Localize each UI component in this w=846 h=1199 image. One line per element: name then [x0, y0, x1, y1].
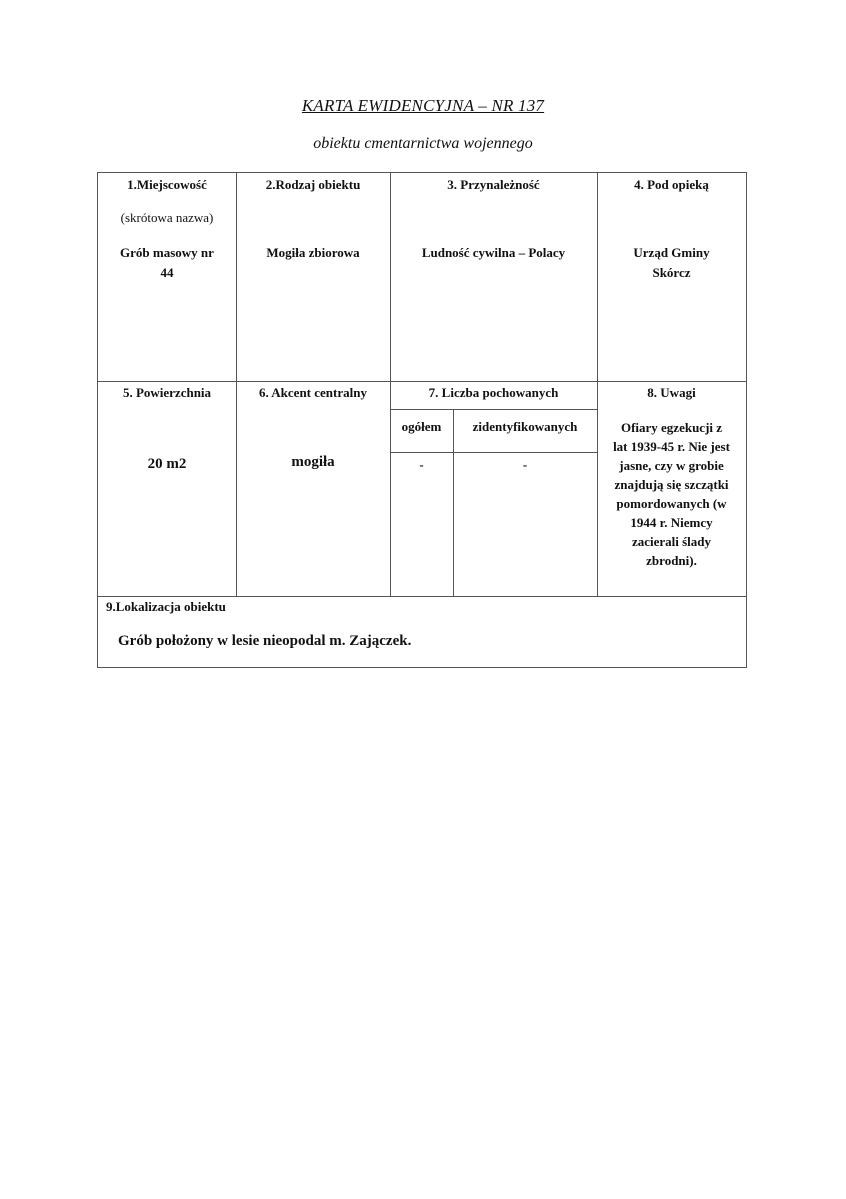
miejscowosc-label: 1.Miejscowość — [127, 177, 207, 192]
przynaleznosc-value: Ludność cywilna – Polacy — [421, 245, 566, 260]
uwagi-line: jasne, czy w grobie — [619, 458, 724, 473]
uwagi-line: 1944 r. Niemcy — [630, 515, 713, 530]
powierzchnia-label: 5. Powierzchnia — [122, 385, 212, 400]
uwagi-label: 8. Uwagi — [647, 385, 696, 400]
uwagi-line: Ofiary egzekucji z — [620, 420, 723, 435]
uwagi-line: pomordowanych (w — [616, 496, 727, 511]
opieka-label: 4. Pod opieką — [634, 177, 709, 192]
document-subtitle: obiektu cmentarnictwa wojennego — [313, 135, 533, 152]
burial-subheader-divider-bottom — [390, 452, 597, 453]
document-title: KARTA EWIDENCYJNA – NR 137 — [301, 96, 545, 115]
liczba-label: 7. Liczba pochowanych — [428, 385, 559, 400]
uwagi-line: lat 1939-45 r. Nie jest — [613, 439, 730, 454]
lokalizacja-label: 9.Lokalizacja obiektu — [106, 599, 226, 614]
burial-col-divider — [453, 409, 454, 596]
lokalizacja-value: Grób położony w lesie nieopodal m. Zajączek. — [118, 633, 412, 649]
miejscowosc-value-line1: Grób masowy nr — [120, 245, 214, 260]
opieka-value-line1: Urząd Gminy — [633, 245, 710, 260]
przynaleznosc-label: 3. Przynależność — [447, 177, 540, 192]
akcent-value: mogiła — [291, 454, 335, 470]
record-card-table — [97, 172, 747, 668]
ogolem-value: - — [419, 457, 424, 472]
row-divider-1 — [98, 381, 746, 382]
miejscowosc-sublabel: (skrótowa nazwa) — [120, 210, 214, 225]
burial-subheader-divider-top — [390, 409, 597, 410]
uwagi-text — [597, 418, 746, 570]
powierzchnia-value: 20 m2 — [147, 456, 187, 472]
uwagi-line: zacierali ślady — [631, 534, 712, 549]
rodzaj-value: Mogiła zbiorowa — [266, 245, 360, 260]
zidentyfikowanych-header: zidentyfikowanych — [472, 419, 578, 434]
uwagi-line: zbrodni). — [646, 553, 697, 568]
miejscowosc-value-line2: 44 — [160, 265, 174, 280]
ogolem-header: ogółem — [401, 419, 442, 434]
uwagi-line: znajdują się szczątki — [614, 477, 729, 492]
rodzaj-label: 2.Rodzaj obiektu — [265, 177, 361, 192]
zidentyfikowanych-value: - — [522, 457, 528, 472]
opieka-value-line2: Skórcz — [652, 265, 691, 280]
akcent-label: 6. Akcent centralny — [259, 385, 367, 400]
